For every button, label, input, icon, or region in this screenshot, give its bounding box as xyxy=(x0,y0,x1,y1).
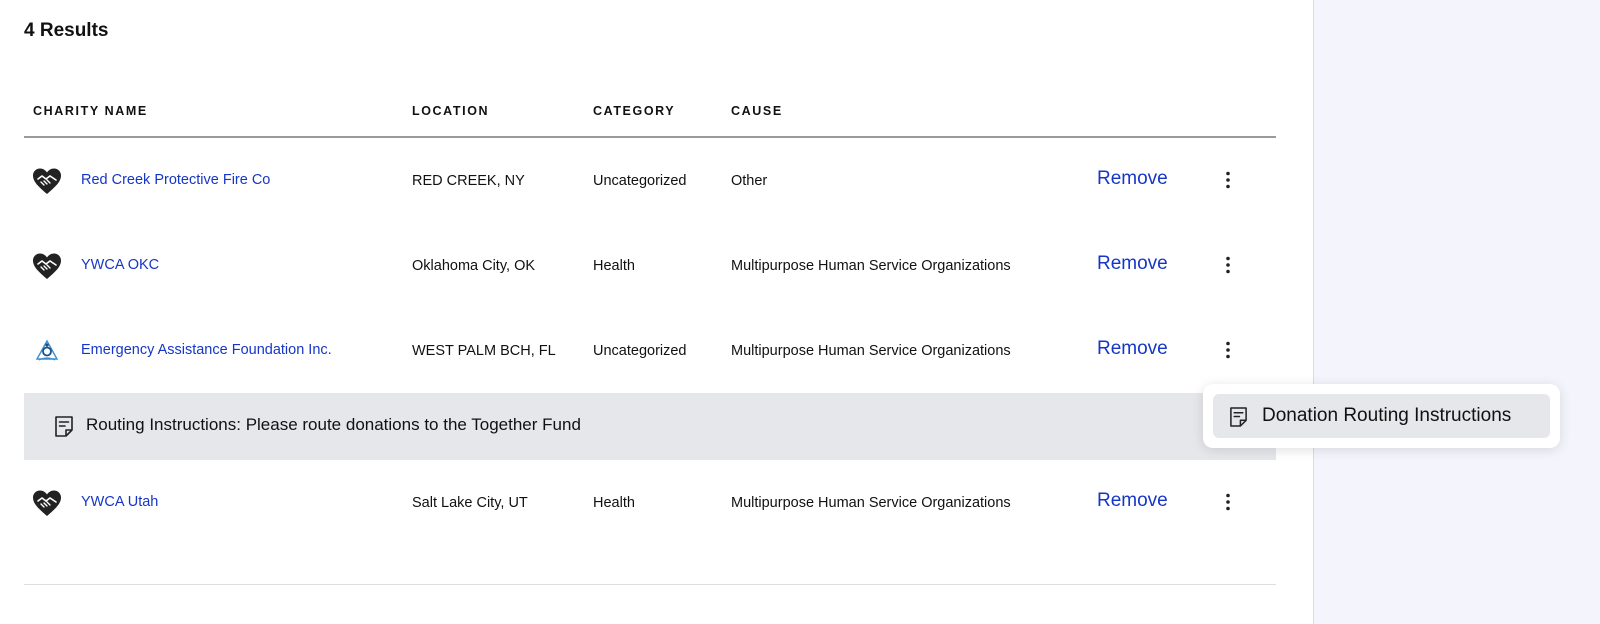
charity-name-link[interactable]: YWCA OKC xyxy=(81,257,160,273)
menu-item-donation-routing-instructions[interactable] xyxy=(1213,394,1550,438)
cause-cell: Other xyxy=(731,173,768,189)
heart-handshake-icon xyxy=(32,488,62,518)
emergency-assistance-logo xyxy=(32,336,62,366)
note-icon xyxy=(1229,406,1248,432)
more-options-icon[interactable] xyxy=(1216,490,1240,514)
note-icon xyxy=(54,415,74,442)
category-cell: Health xyxy=(593,495,635,511)
table-row xyxy=(24,138,1276,223)
header-location: LOCATION xyxy=(412,104,490,118)
side-panel xyxy=(1314,0,1600,624)
location-cell: RED CREEK, NY xyxy=(412,173,525,189)
remove-button[interactable]: Remove xyxy=(1097,490,1168,511)
table-bottom-divider xyxy=(24,584,1276,585)
charity-table xyxy=(24,96,1276,545)
location-cell: WEST PALM BCH, FL xyxy=(412,343,556,359)
header-cause: CAUSE xyxy=(731,104,783,118)
header-category: CATEGORY xyxy=(593,104,676,118)
cause-cell: Multipurpose Human Service Organizations xyxy=(731,495,1011,511)
more-options-icon[interactable] xyxy=(1216,253,1240,277)
routing-instructions-text: Routing Instructions: Please route donations to the Together Fund xyxy=(86,415,581,434)
header-charity-name: CHARITY NAME xyxy=(33,104,148,118)
remove-button[interactable]: Remove xyxy=(1097,168,1168,189)
charity-name-link[interactable]: Red Creek Protective Fire Co xyxy=(81,172,271,188)
remove-button[interactable]: Remove xyxy=(1097,338,1168,359)
results-count: 4 Results xyxy=(24,20,109,41)
cause-cell: Multipurpose Human Service Organizations xyxy=(731,343,1011,359)
location-cell: Salt Lake City, UT xyxy=(412,495,528,511)
table-row xyxy=(24,223,1276,308)
table-row xyxy=(24,460,1276,545)
remove-button[interactable]: Remove xyxy=(1097,253,1168,274)
category-cell: Uncategorized xyxy=(593,173,687,189)
table-header xyxy=(24,96,1276,138)
more-options-icon[interactable] xyxy=(1216,338,1240,362)
cause-cell: Multipurpose Human Service Organizations xyxy=(731,258,1011,274)
more-options-icon[interactable] xyxy=(1216,168,1240,192)
routing-instructions-bar xyxy=(24,393,1276,460)
heart-handshake-icon xyxy=(32,251,62,281)
charity-name-link[interactable]: YWCA Utah xyxy=(81,494,159,510)
category-cell: Health xyxy=(593,258,635,274)
menu-item-label: Donation Routing Instructions xyxy=(1262,405,1512,426)
row-options-menu xyxy=(1203,384,1560,448)
category-cell: Uncategorized xyxy=(593,343,687,359)
charity-name-link[interactable]: Emergency Assistance Foundation Inc. xyxy=(81,342,332,358)
heart-handshake-icon xyxy=(32,166,62,196)
location-cell: Oklahoma City, OK xyxy=(412,258,536,274)
table-row xyxy=(24,308,1276,393)
